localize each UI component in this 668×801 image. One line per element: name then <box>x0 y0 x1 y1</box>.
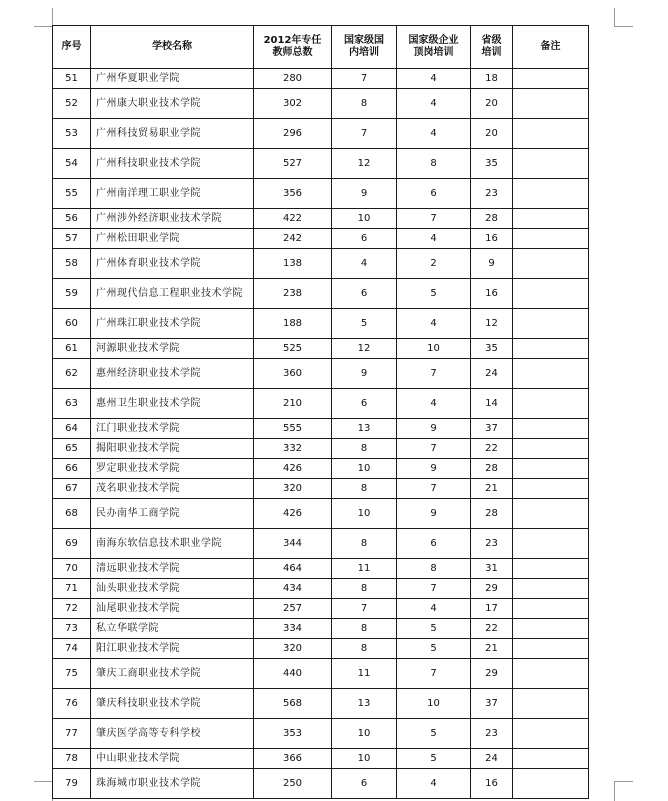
header-notes <box>513 26 589 69</box>
cell-seq: 79 <box>53 769 91 799</box>
cell-notes <box>513 459 589 479</box>
cell-seq: 63 <box>53 389 91 419</box>
table-row <box>53 439 589 459</box>
header-seq <box>53 26 91 69</box>
cell-teachers: 302 <box>254 89 332 119</box>
cell-seq: 59 <box>53 279 91 309</box>
table-body <box>53 69 589 799</box>
table-row <box>53 599 589 619</box>
cell-national: 8 <box>332 639 397 659</box>
table-row <box>53 229 589 249</box>
cell-national: 10 <box>332 719 397 749</box>
cell-notes <box>513 119 589 149</box>
cell-national: 9 <box>332 179 397 209</box>
cell-enterprise: 4 <box>397 89 471 119</box>
cell-name: 罗定职业技术学院 <box>91 459 254 479</box>
cell-enterprise: 10 <box>397 339 471 359</box>
header-row <box>53 26 589 69</box>
table-row <box>53 89 589 119</box>
cell-seq: 57 <box>53 229 91 249</box>
cell-name: 南海东软信息技术职业学院 <box>91 529 254 559</box>
cell-enterprise: 5 <box>397 639 471 659</box>
table-row <box>53 179 589 209</box>
cell-teachers: 334 <box>254 619 332 639</box>
cell-teachers: 320 <box>254 639 332 659</box>
crop-mark-top-right <box>614 8 633 27</box>
cell-name: 惠州经济职业技术学院 <box>91 359 254 389</box>
header-provincial-line1: 省级 <box>481 35 502 46</box>
cell-teachers: 527 <box>254 149 332 179</box>
cell-name: 中山职业技术学院 <box>91 749 254 769</box>
cell-teachers: 344 <box>254 529 332 559</box>
cell-name: 广州松田职业学院 <box>91 229 254 249</box>
cell-seq: 73 <box>53 619 91 639</box>
cell-national: 8 <box>332 89 397 119</box>
cell-name: 河源职业技术学院 <box>91 339 254 359</box>
cell-notes <box>513 389 589 419</box>
cell-provincial: 20 <box>471 89 513 119</box>
cell-notes <box>513 419 589 439</box>
cell-name: 揭阳职业技术学院 <box>91 439 254 459</box>
cell-national: 13 <box>332 689 397 719</box>
crop-mark-bottom-left <box>34 781 53 801</box>
cell-provincial: 16 <box>471 769 513 799</box>
table-row <box>53 119 589 149</box>
cell-enterprise: 4 <box>397 229 471 249</box>
cell-notes <box>513 89 589 119</box>
cell-teachers: 434 <box>254 579 332 599</box>
table-row <box>53 689 589 719</box>
cell-national: 8 <box>332 619 397 639</box>
cell-provincial: 23 <box>471 719 513 749</box>
cell-national: 8 <box>332 529 397 559</box>
cell-provincial: 20 <box>471 119 513 149</box>
cell-notes <box>513 529 589 559</box>
cell-provincial: 29 <box>471 659 513 689</box>
header-national <box>332 26 397 69</box>
cell-seq: 67 <box>53 479 91 499</box>
cell-national: 5 <box>332 309 397 339</box>
cell-enterprise: 7 <box>397 439 471 459</box>
cell-teachers: 320 <box>254 479 332 499</box>
cell-seq: 60 <box>53 309 91 339</box>
cell-name: 广州华夏职业学院 <box>91 69 254 89</box>
table-row <box>53 249 589 279</box>
cell-name: 珠海城市职业技术学院 <box>91 769 254 799</box>
table-row <box>53 529 589 559</box>
cell-national: 9 <box>332 359 397 389</box>
cell-notes <box>513 249 589 279</box>
cell-notes <box>513 659 589 689</box>
cell-provincial: 37 <box>471 419 513 439</box>
cell-enterprise: 2 <box>397 249 471 279</box>
cell-provincial: 35 <box>471 149 513 179</box>
table-row <box>53 499 589 529</box>
cell-national: 6 <box>332 769 397 799</box>
cell-seq: 58 <box>53 249 91 279</box>
table-row <box>53 389 589 419</box>
cell-notes <box>513 749 589 769</box>
school-training-table <box>52 25 589 799</box>
cell-name: 广州康大职业技术学院 <box>91 89 254 119</box>
cell-name: 广州体育职业技术学院 <box>91 249 254 279</box>
cell-seq: 69 <box>53 529 91 559</box>
cell-notes <box>513 619 589 639</box>
cell-national: 11 <box>332 559 397 579</box>
cell-provincial: 24 <box>471 749 513 769</box>
cell-provincial: 37 <box>471 689 513 719</box>
cell-enterprise: 10 <box>397 689 471 719</box>
cell-name: 肇庆科技职业技术学院 <box>91 689 254 719</box>
cell-name: 广州涉外经济职业技术学院 <box>91 209 254 229</box>
cell-teachers: 353 <box>254 719 332 749</box>
cell-enterprise: 4 <box>397 769 471 799</box>
table-row <box>53 339 589 359</box>
cell-national: 6 <box>332 279 397 309</box>
cell-notes <box>513 689 589 719</box>
header-enterprise <box>397 26 471 69</box>
cell-name: 江门职业技术学院 <box>91 419 254 439</box>
cell-provincial: 21 <box>471 639 513 659</box>
cell-enterprise: 5 <box>397 719 471 749</box>
crop-mark-bottom-right <box>614 781 633 801</box>
cell-seq: 51 <box>53 69 91 89</box>
cell-national: 8 <box>332 579 397 599</box>
cell-national: 7 <box>332 119 397 149</box>
cell-seq: 72 <box>53 599 91 619</box>
cell-notes <box>513 559 589 579</box>
header-national-line1: 国家级国 <box>344 35 384 46</box>
cell-name: 肇庆工商职业技术学院 <box>91 659 254 689</box>
cell-name: 广州南洋理工职业学院 <box>91 179 254 209</box>
cell-enterprise: 6 <box>397 179 471 209</box>
cell-enterprise: 4 <box>397 389 471 419</box>
cell-national: 13 <box>332 419 397 439</box>
cell-enterprise: 7 <box>397 359 471 389</box>
cell-teachers: 296 <box>254 119 332 149</box>
cell-provincial: 12 <box>471 309 513 339</box>
cell-name: 广州科技职业技术学院 <box>91 149 254 179</box>
cell-teachers: 555 <box>254 419 332 439</box>
cell-teachers: 464 <box>254 559 332 579</box>
table-row <box>53 209 589 229</box>
cell-seq: 68 <box>53 499 91 529</box>
cell-notes <box>513 579 589 599</box>
cell-enterprise: 4 <box>397 599 471 619</box>
cell-seq: 62 <box>53 359 91 389</box>
cell-seq: 55 <box>53 179 91 209</box>
cell-enterprise: 5 <box>397 619 471 639</box>
cell-teachers: 422 <box>254 209 332 229</box>
cell-notes <box>513 339 589 359</box>
cell-national: 7 <box>332 69 397 89</box>
cell-name: 茂名职业技术学院 <box>91 479 254 499</box>
cell-provincial: 31 <box>471 559 513 579</box>
header-teachers <box>254 26 332 69</box>
cell-seq: 66 <box>53 459 91 479</box>
cell-enterprise: 5 <box>397 749 471 769</box>
cell-enterprise: 9 <box>397 459 471 479</box>
cell-enterprise: 4 <box>397 309 471 339</box>
cell-name: 惠州卫生职业技术学院 <box>91 389 254 419</box>
cell-provincial: 22 <box>471 439 513 459</box>
cell-enterprise: 7 <box>397 579 471 599</box>
cell-teachers: 250 <box>254 769 332 799</box>
header-teachers-line2: 教师总数 <box>272 47 313 58</box>
cell-notes <box>513 499 589 529</box>
cell-enterprise: 4 <box>397 119 471 149</box>
cell-teachers: 332 <box>254 439 332 459</box>
cell-teachers: 356 <box>254 179 332 209</box>
cell-seq: 56 <box>53 209 91 229</box>
cell-provincial: 24 <box>471 359 513 389</box>
cell-notes <box>513 149 589 179</box>
cell-national: 6 <box>332 229 397 249</box>
cell-name: 清远职业技术学院 <box>91 559 254 579</box>
cell-teachers: 426 <box>254 499 332 529</box>
cell-notes <box>513 359 589 389</box>
table-row <box>53 279 589 309</box>
cell-enterprise: 8 <box>397 149 471 179</box>
table-row <box>53 749 589 769</box>
table-row <box>53 359 589 389</box>
cell-name: 汕尾职业技术学院 <box>91 599 254 619</box>
cell-provincial: 21 <box>471 479 513 499</box>
cell-seq: 64 <box>53 419 91 439</box>
cell-national: 4 <box>332 249 397 279</box>
cell-provincial: 17 <box>471 599 513 619</box>
table-row <box>53 149 589 179</box>
header-seq-label: 序号 <box>61 41 82 52</box>
cell-name: 民办南华工商学院 <box>91 499 254 529</box>
cell-notes <box>513 209 589 229</box>
cell-provincial: 14 <box>471 389 513 419</box>
cell-national: 12 <box>332 339 397 359</box>
header-enterprise-line2: 顶岗培训 <box>413 47 454 58</box>
header-enterprise-line1: 国家级企业 <box>408 35 459 46</box>
cell-enterprise: 6 <box>397 529 471 559</box>
table-row <box>53 579 589 599</box>
header-notes-label: 备注 <box>540 41 561 52</box>
cell-provincial: 22 <box>471 619 513 639</box>
cell-teachers: 188 <box>254 309 332 339</box>
cell-national: 10 <box>332 209 397 229</box>
table-row <box>53 769 589 799</box>
header-provincial-line2: 培训 <box>481 47 502 58</box>
header-provincial <box>471 26 513 69</box>
cell-name: 汕头职业技术学院 <box>91 579 254 599</box>
cell-notes <box>513 69 589 89</box>
table-row <box>53 559 589 579</box>
header-name <box>91 26 254 69</box>
cell-national: 10 <box>332 499 397 529</box>
cell-enterprise: 7 <box>397 479 471 499</box>
table-row <box>53 419 589 439</box>
cell-seq: 71 <box>53 579 91 599</box>
cell-notes <box>513 229 589 249</box>
cell-seq: 65 <box>53 439 91 459</box>
cell-teachers: 568 <box>254 689 332 719</box>
cell-national: 7 <box>332 599 397 619</box>
table-row <box>53 619 589 639</box>
cell-national: 8 <box>332 479 397 499</box>
cell-teachers: 440 <box>254 659 332 689</box>
cell-enterprise: 8 <box>397 559 471 579</box>
cell-national: 6 <box>332 389 397 419</box>
cell-name: 私立华联学院 <box>91 619 254 639</box>
cell-enterprise: 4 <box>397 69 471 89</box>
cell-name: 广州珠江职业技术学院 <box>91 309 254 339</box>
cell-national: 11 <box>332 659 397 689</box>
cell-national: 8 <box>332 439 397 459</box>
cell-enterprise: 9 <box>397 499 471 529</box>
cell-teachers: 138 <box>254 249 332 279</box>
cell-provincial: 29 <box>471 579 513 599</box>
cell-national: 10 <box>332 749 397 769</box>
cell-teachers: 426 <box>254 459 332 479</box>
cell-notes <box>513 179 589 209</box>
cell-notes <box>513 639 589 659</box>
cell-enterprise: 9 <box>397 419 471 439</box>
cell-national: 12 <box>332 149 397 179</box>
cell-provincial: 23 <box>471 179 513 209</box>
cell-notes <box>513 479 589 499</box>
table-row <box>53 719 589 749</box>
cell-notes <box>513 279 589 309</box>
cell-seq: 75 <box>53 659 91 689</box>
cell-seq: 77 <box>53 719 91 749</box>
cell-provincial: 16 <box>471 229 513 249</box>
cell-name: 阳江职业技术学院 <box>91 639 254 659</box>
cell-notes <box>513 309 589 339</box>
cell-seq: 61 <box>53 339 91 359</box>
header-name-label: 学校名称 <box>152 41 192 52</box>
cell-name: 广州科技贸易职业学院 <box>91 119 254 149</box>
cell-enterprise: 7 <box>397 659 471 689</box>
cell-provincial: 28 <box>471 459 513 479</box>
cell-notes <box>513 439 589 459</box>
cell-national: 10 <box>332 459 397 479</box>
cell-teachers: 238 <box>254 279 332 309</box>
cell-provincial: 9 <box>471 249 513 279</box>
cell-seq: 53 <box>53 119 91 149</box>
cell-provincial: 18 <box>471 69 513 89</box>
header-national-line2: 内培训 <box>349 47 379 58</box>
cell-provincial: 28 <box>471 499 513 529</box>
cell-notes <box>513 599 589 619</box>
cell-seq: 52 <box>53 89 91 119</box>
table-row <box>53 479 589 499</box>
cell-provincial: 16 <box>471 279 513 309</box>
table-row <box>53 639 589 659</box>
cell-seq: 78 <box>53 749 91 769</box>
cell-seq: 70 <box>53 559 91 579</box>
table-row <box>53 459 589 479</box>
cell-teachers: 257 <box>254 599 332 619</box>
cell-name: 广州现代信息工程职业技术学院 <box>91 279 254 309</box>
cell-notes <box>513 719 589 749</box>
table-header <box>53 26 589 69</box>
cell-teachers: 242 <box>254 229 332 249</box>
cell-provincial: 23 <box>471 529 513 559</box>
cell-provincial: 28 <box>471 209 513 229</box>
cell-teachers: 366 <box>254 749 332 769</box>
cell-enterprise: 7 <box>397 209 471 229</box>
header-teachers-line1: 2012年专任 <box>263 35 322 46</box>
cell-name: 肇庆医学高等专科学校 <box>91 719 254 749</box>
crop-mark-top-left <box>34 8 53 27</box>
table-row <box>53 69 589 89</box>
cell-seq: 76 <box>53 689 91 719</box>
cell-seq: 54 <box>53 149 91 179</box>
cell-teachers: 525 <box>254 339 332 359</box>
table-row <box>53 309 589 339</box>
table-row <box>53 659 589 689</box>
cell-teachers: 210 <box>254 389 332 419</box>
cell-notes <box>513 769 589 799</box>
cell-teachers: 360 <box>254 359 332 389</box>
cell-enterprise: 5 <box>397 279 471 309</box>
cell-seq: 74 <box>53 639 91 659</box>
cell-teachers: 280 <box>254 69 332 89</box>
cell-provincial: 35 <box>471 339 513 359</box>
